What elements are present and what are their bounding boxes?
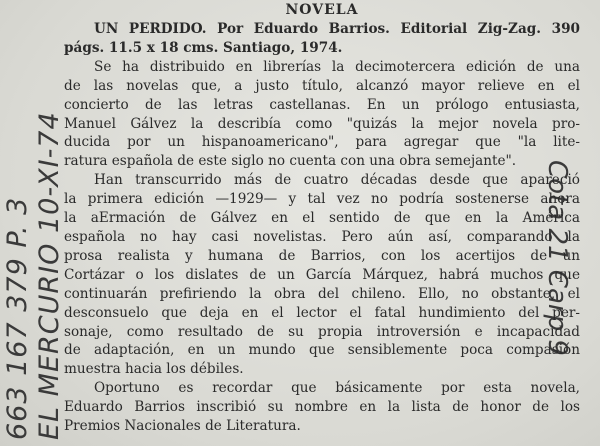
body-line: la primera edición —1929— y tal vez no podría sostenerse ahora xyxy=(64,191,580,208)
body-line: continuarán prefiriendo la obra del chileno. Ello, no obstante, el xyxy=(64,285,580,302)
handwritten-right-note: Cota 21 Carp 9 xyxy=(542,160,572,356)
body-line: Se ha distribuido en librerías la decimotercera edición de una xyxy=(94,58,580,75)
body-line: sonaje, como resultado de su propia introversión e incapacidad xyxy=(64,323,580,340)
body-line: Eduardo Barrios inscribió su nombre en la lista de honor de los xyxy=(64,399,580,416)
body-line: de las novelas que, a justo título, alcanzó mayor relieve en el xyxy=(64,77,580,94)
handwritten-catalog-number: 663 167 379 P. 3 xyxy=(2,196,33,440)
left-margin-annotations xyxy=(0,0,65,446)
body-line: ducida por un hispanoamericano", para agregar que "la lite- xyxy=(64,134,580,151)
body-line: la aErmación de Gálvez en el sentido de que en la América xyxy=(64,210,580,227)
body-line: muestra hacia los débiles. xyxy=(64,361,244,378)
body-line: prosa realista y humana de Barrios, con los acertijos de un xyxy=(64,247,580,264)
book-heading-line-1: UN PERDIDO. Por Eduardo Barrios. Editorial Zig-Zag. 390 xyxy=(94,21,580,37)
body-line: Manuel Gálvez la describía como "quizás la mejor novela pro- xyxy=(64,115,580,132)
body-line: Cortázar o los dislates de un García Márquez, habrá muchos que xyxy=(64,266,580,283)
section-title: NOVELA xyxy=(285,2,359,18)
body-line: ratura española de este siglo no cuenta con una obra semejante". xyxy=(64,153,517,170)
book-heading-line-2: págs. 11.5 x 18 cms. Santiago, 1974. xyxy=(64,39,343,56)
review-article xyxy=(64,0,580,446)
body-line: de adaptación, en un mundo que sensiblemente poca compasión xyxy=(64,342,580,359)
body-line: española no hay casi novelistas. Pero aún así, comparando la xyxy=(64,228,580,245)
body-line: concierto de las letras castellanas. En un prólogo entusiasta, xyxy=(64,96,580,113)
body-line: Han transcurrido más de cuatro décadas desde que apareció xyxy=(94,172,580,189)
body-line: Oportuno es recordar que básicamente por esta novela, xyxy=(94,380,580,397)
handwritten-source-date: EL MERCURIO 10-XI-74 xyxy=(34,111,65,440)
body-line: Premios Nacionales de Literatura. xyxy=(64,418,301,435)
body-line: desconsuelo que deja en el lector el fatal hundimiento del per- xyxy=(64,304,580,321)
